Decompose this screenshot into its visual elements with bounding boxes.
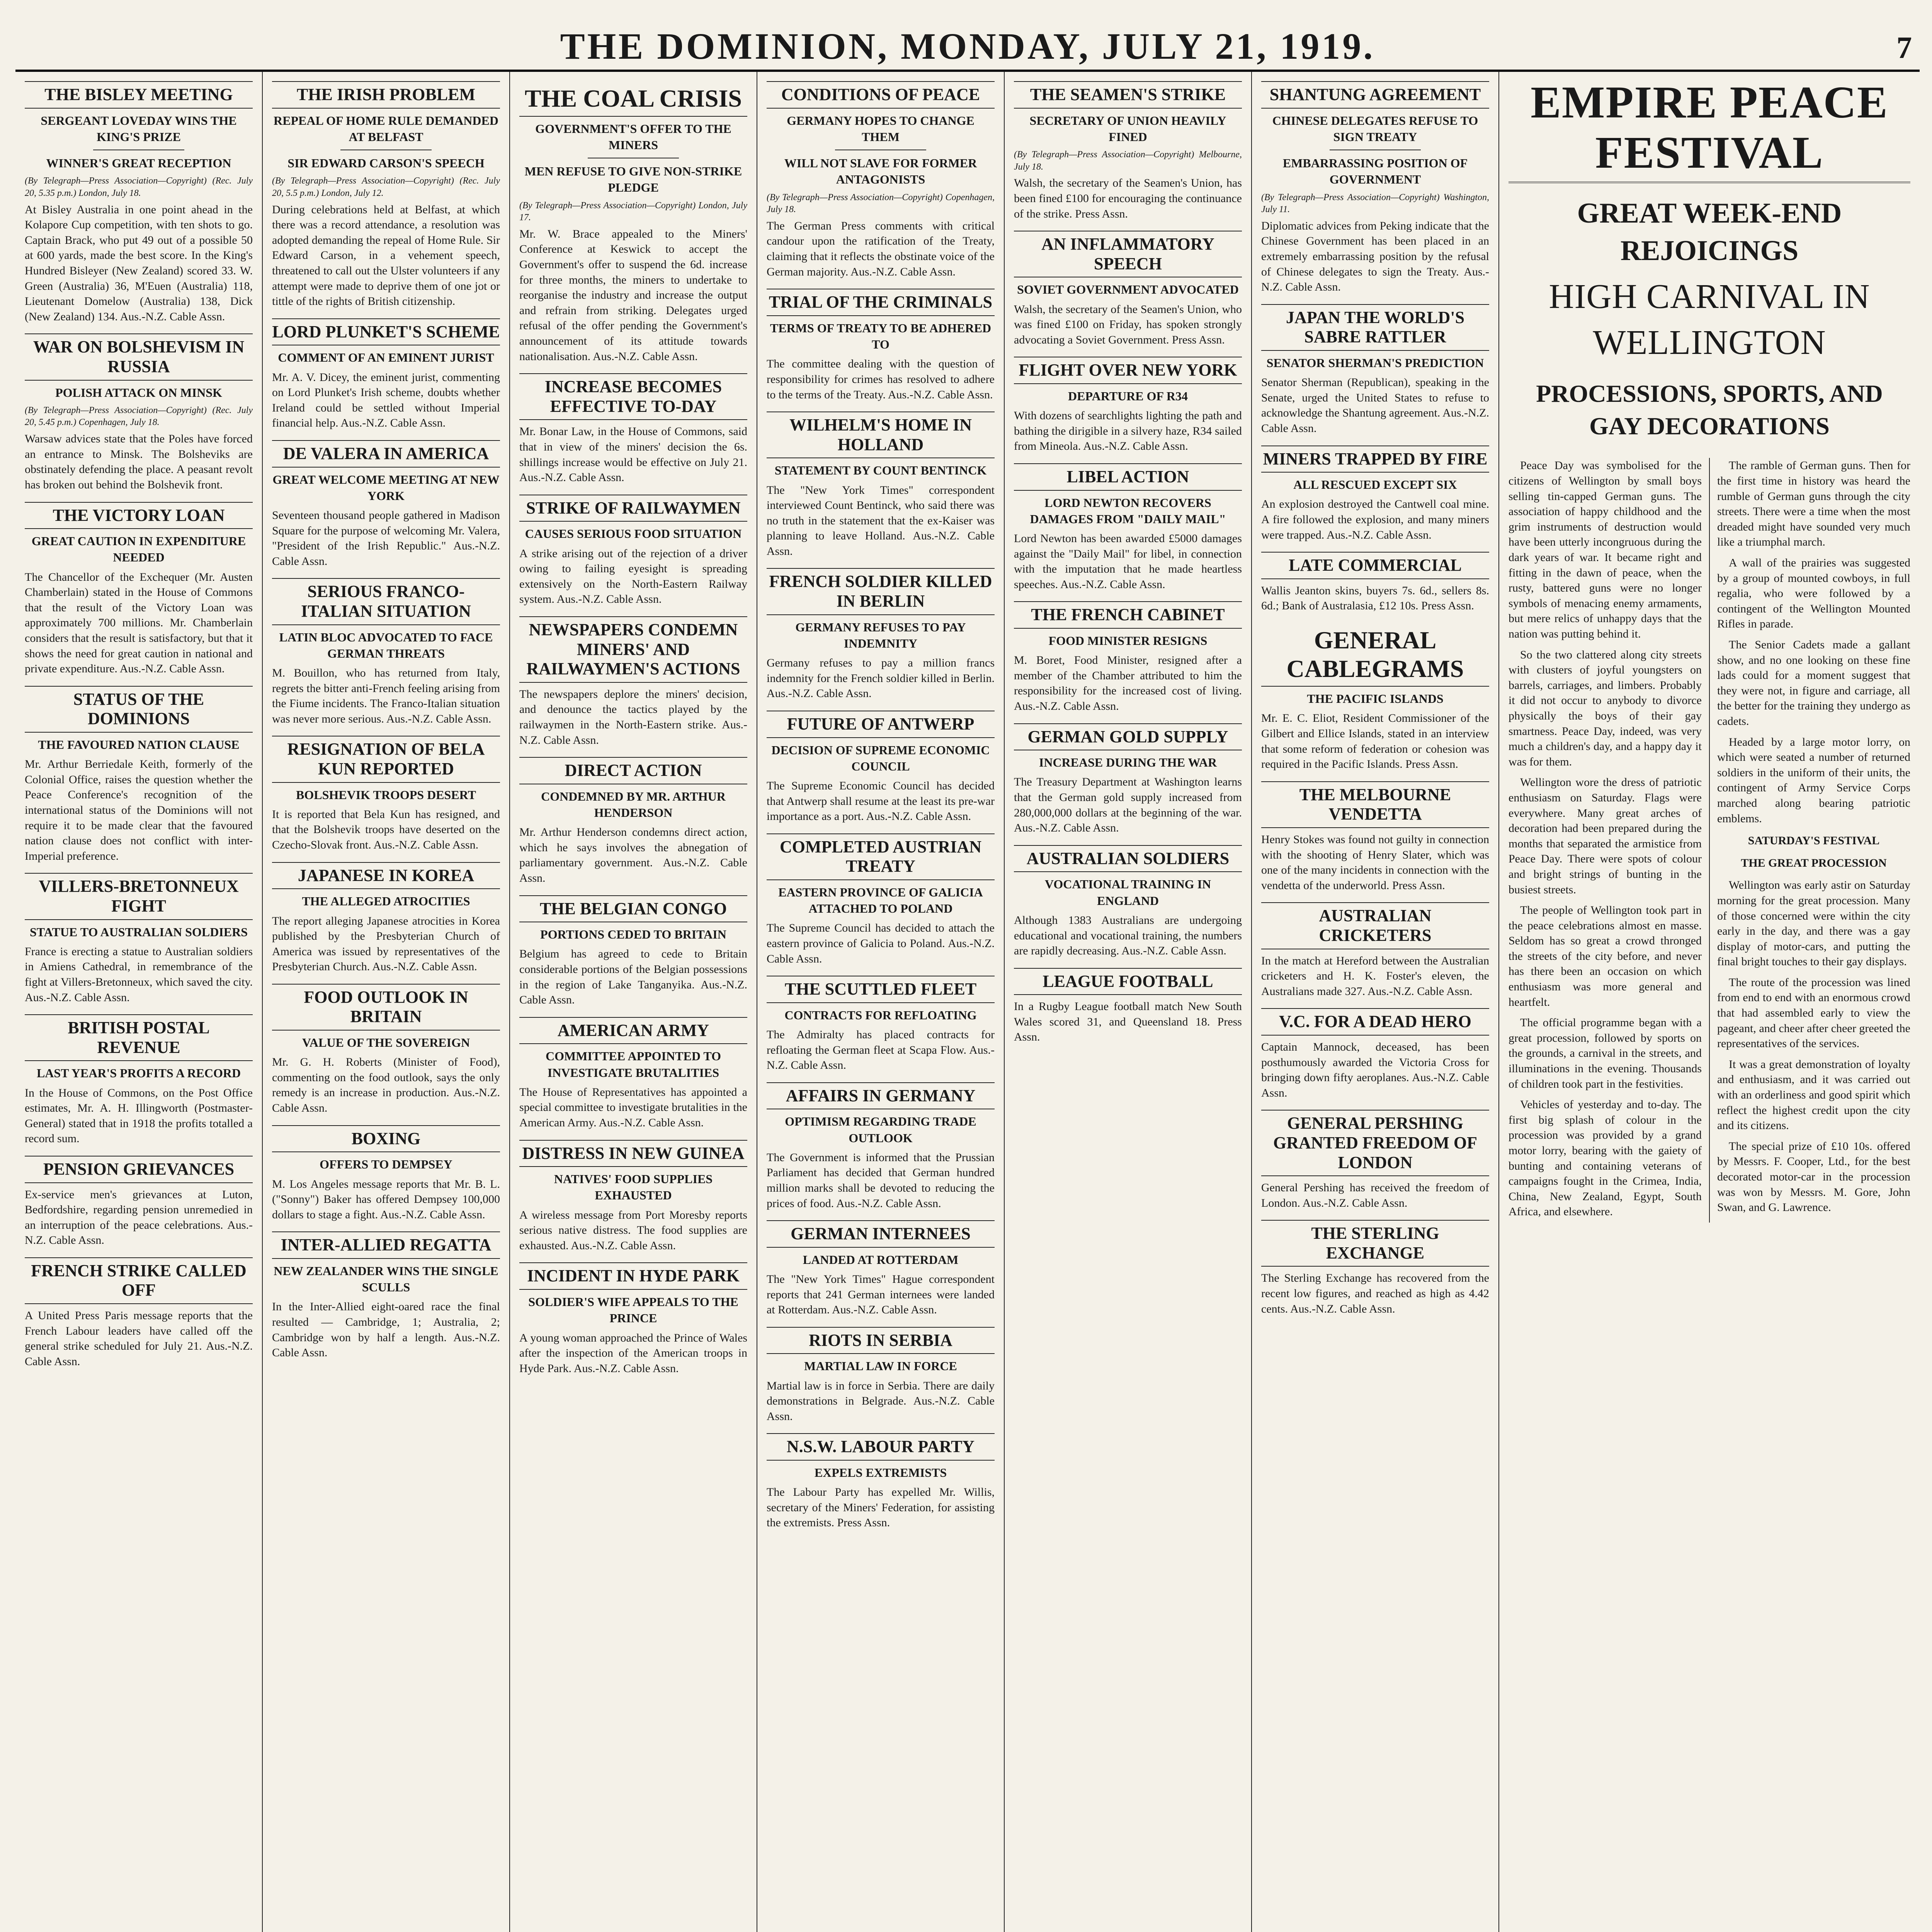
news-article [1014, 601, 1242, 714]
article-body: In the match at Hereford between the Australian cricketers and H. K. Foster's eleven, the Australians made 327. Aus.-N.Z. Cable Assn. [1261, 954, 1489, 998]
article-subhead: ALL RESCUED EXCEPT SIX [1293, 478, 1457, 492]
article-subhead: VOCATIONAL TRAINING IN ENGLAND [1044, 877, 1211, 908]
article-headline: TRIAL OF THE CRIMINALS [767, 289, 995, 316]
article-body: Mr. Arthur Henderson condemns direct action, which he says involves the abnegation of parliamentary government. Aus.-N.Z. Cable Assn. [519, 826, 747, 884]
article-body: Although 1383 Australians are undergoing educational and vocational training, the numbers are rapidly decreasing. Aus.-N.Z. Cable Assn. [1014, 913, 1242, 957]
article-headline: AUSTRALIAN CRICKETERS [1261, 902, 1489, 949]
news-article [1014, 723, 1242, 836]
article-headline: THE FRENCH CABINET [1014, 601, 1242, 629]
article-body: Diplomatic advices from Peking indicate that the Chinese Government has been placed in an extremely embarrassing position by the refusal of Chinese delegates to sign the Treaty. Aus.-N.Z. Cable Assn. [1261, 219, 1489, 294]
article-body: Belgium has agreed to cede to Britain considerable portions of the Belgian possessions in the region of Lake Tanganyika. Aus.-N.Z. Cable Assn. [519, 947, 747, 1007]
news-article [519, 81, 747, 364]
masthead-title: THE DOMINION, MONDAY, JULY 21, 1919. [560, 26, 1375, 67]
article-subhead: GREAT CAUTION IN EXPENDITURE NEEDED [31, 534, 246, 565]
news-article [1014, 845, 1242, 959]
news-article [767, 81, 995, 279]
article-headline: THE SEAMEN'S STRIKE [1014, 81, 1242, 109]
article-headline: STATUS OF THE DOMINIONS [25, 686, 253, 733]
article-headline: FLIGHT OVER NEW YORK [1014, 357, 1242, 384]
article-headline: RIOTS IN SERBIA [767, 1327, 995, 1354]
news-article [25, 81, 253, 324]
article-body: Senator Sherman (Republican), speaking in the Senate, urged the United States to refuse to acknowledge the Shantung agreement. Aus.-N.Z. Cable Assn. [1261, 376, 1489, 435]
news-article [25, 1156, 253, 1248]
article-body: Mr. Bonar Law, in the House of Commons, said that in view of the miners' decision the 6s. shillings increase would be effective on July 21. Aus.-N.Z. Cable Assn. [519, 425, 747, 484]
article-body: The Admiralty has placed contracts for refloating the German fleet at Scapa Flow. Aus.-N.Z. Cable Assn. [767, 1028, 995, 1072]
news-article [1014, 81, 1242, 221]
article-subhead: STATEMENT BY COUNT BENTINCK [774, 463, 987, 478]
article-headline: GERMAN GOLD SUPPLY [1014, 723, 1242, 751]
festival-paragraph: A wall of the prairies was suggested by a group of mounted cowboys, in full regalia, who were followed by a contingent of the Wellington Mounted Rifles in parade. [1717, 556, 1910, 631]
article-subhead: CONDEMNED BY MR. ARTHUR HENDERSON [541, 789, 726, 820]
festival-paragraph: It was a great demonstration of loyalty and enthusiasm, and it was carried out with an orderliness and good spirit which reflect the highest credit upon the city and its citizens. [1717, 1058, 1910, 1132]
article-subhead: SOVIET GOVERNMENT ADVOCATED [1017, 282, 1239, 297]
article-headline: THE VICTORY LOAN [25, 502, 253, 529]
festival-paragraphs-2 [1717, 878, 1910, 1215]
article-subhead: PORTIONS CEDED TO BRITAIN [540, 927, 726, 942]
news-article [767, 1327, 995, 1424]
article-headline: BOXING [272, 1125, 500, 1153]
article-headline: PENSION GRIEVANCES [25, 1156, 253, 1183]
article-body: Mr. Arthur Berriedale Keith, formerly of the Colonial Office, raises the question whether the Peace Conference's recognition of the international status of the Dominions will not require it to be made clear that the favoured nation clause does not conflict with inter-Imperial preference. [25, 758, 253, 862]
article-headline: INCIDENT IN HYDE PARK [519, 1262, 747, 1290]
article-subhead: COMMITTEE APPOINTED TO INVESTIGATE BRUTALITIES [546, 1049, 721, 1080]
news-column [15, 72, 263, 1932]
article-headline: FOOD OUTLOOK IN BRITAIN [272, 984, 500, 1031]
article-body: Captain Mannock, deceased, has been posthumously awarded the Victoria Cross for bringing down fifty aeroplanes. Aus.-N.Z. Cable Assn. [1261, 1040, 1489, 1099]
article-headline: LEAGUE FOOTBALL [1014, 968, 1242, 995]
news-article [272, 81, 500, 309]
news-article [25, 686, 253, 864]
article-byline: (By Telegraph—Press Association—Copyright) (Rec. July 20, 5.45 p.m.) Copenhagen, July 18. [25, 405, 253, 428]
article-body: The "New York Times" Hague correspondent reports that 241 German internees were landed at Rotterdam. Aus.-N.Z. Cable Assn. [767, 1273, 995, 1316]
news-article [1261, 304, 1489, 436]
article-headline: INCREASE BECOMES EFFECTIVE TO-DAY [519, 373, 747, 420]
article-headline: INTER-ALLIED REGATTA [272, 1231, 500, 1259]
article-subhead: NATIVES' FOOD SUPPLIES EXHAUSTED [554, 1172, 713, 1202]
news-article [519, 373, 747, 485]
news-article [25, 1257, 253, 1369]
article-body: The Sterling Exchange has recovered from the recent low figures, and reached as high as 4.42 cents. Aus.-N.Z. Cable Assn. [1261, 1272, 1489, 1315]
festival-paragraph: The people of Wellington took part in the peace celebrations almost en masse. Seldom has so great a crowd thronged the streets of the city before, and never has there been an occasion on which enthusiasm was more general and heartfelt. [1509, 904, 1702, 1009]
article-subhead: WINNER'S GREAT RECEPTION [46, 156, 231, 170]
news-article [1261, 552, 1489, 614]
festival-deck-3: PROCESSIONS, SPORTS, AND GAY DECORATIONS [1536, 379, 1883, 440]
article-body: Mr. W. Brace appealed to the Miners' Conference at Keswick to accept the Government's offer to suspend the 6d. increase for three months, the miners to undertake to reorganise the industry and increase the output and refrain from striking. Delegates urged refusal of the offer pending the Government's announcement of its attitude towards nationalisation. Aus.-N.Z. Cable Assn. [519, 227, 747, 363]
article-body: A strike arising out of the rejection of a driver owing to failing eyesight is spreading extensively on the North-Eastern Railway system. Aus.-N.Z. Cable Assn. [519, 547, 747, 606]
news-article [1261, 781, 1489, 893]
article-subhead: OFFERS TO DEMPSEY [320, 1157, 452, 1172]
article-subhead: THE PACIFIC ISLANDS [1307, 692, 1444, 706]
news-article [519, 616, 747, 748]
article-body: Mr. G. H. Roberts (Minister of Food), commenting on the food outlook, says the only remedy is an increase in production. Aus.-N.Z. Cable Assn. [272, 1056, 500, 1115]
article-headline: JAPANESE IN KOREA [272, 862, 500, 889]
article-subhead: SOLDIER'S WIFE APPEALS TO THE PRINCE [528, 1295, 738, 1325]
article-headline: STRIKE OF RAILWAYMEN [519, 495, 747, 522]
article-subhead: LAST YEAR'S PROFITS A RECORD [36, 1066, 241, 1080]
article-subhead: GOVERNMENT'S OFFER TO THE MINERS [535, 121, 731, 152]
article-body: M. Bouillon, who has returned from Italy, regrets the bitter anti-French feeling arising from the Fiume incidents. The Franco-Italian situation was never more serious. Aus.-N.Z. Cable Assn. [272, 667, 500, 725]
article-byline: (By Telegraph—Press Association—Copyright) London, July 17. [519, 200, 747, 223]
article-body: The Supreme Economic Council has decided that Antwerp shall resume at the least its pre-war importance as a port. Aus.-N.Z. Cable Assn. [767, 779, 995, 823]
festival-paragraph: Peace Day was symbolised for the citizens of Wellington by small boys selling tin-capped German guns. The association of happy childhood and the grim instruments of destruction would have been utterly incongruous during the dark years of war. It became right and fitting in the dawn of peace, when the rusty, battered guns were no longer symbols of menacing enemy armaments, but mere relics of unhappy days that the nation was putting behind it. [1509, 459, 1702, 640]
article-headline: GENERAL PERSHING GRANTED FREEDOM OF LONDON [1261, 1110, 1489, 1176]
article-subhead: LANDED AT ROTTERDAM [803, 1252, 959, 1267]
article-subhead: INCREASE DURING THE WAR [1039, 755, 1217, 770]
article-body: An explosion destroyed the Cantwell coal mine. A fire followed the explosion, and many miners were trapped. Aus.-N.Z. Cable Assn. [1261, 498, 1489, 541]
article-headline: JAPAN THE WORLD'S SABRE RATTLER [1261, 304, 1489, 351]
article-subhead: CONTRACTS FOR REFLOATING [784, 1008, 977, 1022]
article-body: Mr. A. V. Dicey, the eminent jurist, commenting on Lord Plunket's Irish scheme, doubts whether Ireland could be settled without Imperial financial help. Aus.-N.Z. Cable Assn. [272, 371, 500, 430]
festival-body [1509, 458, 1910, 1223]
article-headline: AFFAIRS IN GERMANY [767, 1082, 995, 1110]
article-headline: THE MELBOURNE VENDETTA [1261, 781, 1489, 828]
article-subhead: BOLSHEVIK TROOPS DESERT [296, 787, 476, 802]
article-headline: DISTRESS IN NEW GUINEA [519, 1140, 747, 1167]
article-subhead: REPEAL OF HOME RULE DEMANDED AT BELFAST [274, 113, 498, 144]
festival-subhead: THE GREAT PROCESSION [1741, 856, 1887, 869]
news-article [1261, 623, 1489, 772]
article-subhead: LATIN BLOC ADVOCATED TO FACE GERMAN THREATS [279, 630, 493, 660]
article-byline: (By Telegraph—Press Association—Copyright) Copenhagen, July 18. [767, 192, 995, 215]
news-article [25, 502, 253, 677]
article-headline: AMERICAN ARMY [519, 1017, 747, 1044]
article-headline: DIRECT ACTION [519, 757, 747, 784]
article-headline: WAR ON BOLSHEVISM IN RUSSIA [25, 333, 253, 380]
article-body: With dozens of searchlights lighting the path and bathing the dirigible in a silvery haze, R34 sailed from Mineola. Aus.-N.Z. Cable Assn. [1014, 409, 1242, 453]
article-headline: THE SCUTTLED FLEET [767, 976, 995, 1003]
article-subhead: OPTIMISM REGARDING TRADE OUTLOOK [785, 1114, 976, 1145]
news-article [272, 440, 500, 569]
article-subhead: CAUSES SERIOUS FOOD SITUATION [525, 527, 742, 541]
festival-paragraph: The special prize of £10 10s. offered by Messrs. F. Cooper, Ltd., for the best decorated motor-car in the procession was won by Messrs. M. Gore, John Swan, and G. Lawrence. [1717, 1139, 1910, 1214]
article-subhead: NEW ZEALANDER WINS THE SINGLE SCULLS [274, 1264, 498, 1294]
article-subhead: MARTIAL LAW IN FORCE [804, 1359, 957, 1373]
article-body: The House of Representatives has appointed a special committee to investigate brutalities in the American Army. Aus.-N.Z. Cable Assn. [519, 1085, 747, 1129]
article-headline: DE VALERA IN AMERICA [272, 440, 500, 468]
news-article [272, 318, 500, 431]
news-article [519, 757, 747, 886]
news-article [767, 1433, 995, 1531]
article-headline: LIBEL ACTION [1014, 463, 1242, 491]
article-subhead: GREAT WELCOME MEETING AT NEW YORK [272, 472, 500, 503]
article-subhead: THE FAVOURED NATION CLAUSE [38, 737, 240, 752]
festival-paragraph: Wellington wore the dress of patriotic enthusiasm on Saturday. Flags were everywhere. Many great arches of decoration had been prepared during the months that separated the armistice from Peace Day. There were spots of colour and bright strings of bunting in the busiest streets. [1509, 776, 1702, 896]
article-subhead: CHINESE DELEGATES REFUSE TO SIGN TREATY [1272, 113, 1478, 144]
news-article [25, 873, 253, 1005]
article-headline: V.C. FOR A DEAD HERO [1261, 1008, 1489, 1036]
article-subhead: THE ALLEGED ATROCITIES [302, 894, 470, 908]
article-subhead: DEPARTURE OF R34 [1068, 389, 1188, 403]
festival-paragraph: Vehicles of yesterday and to-day. The first big splash of colour in the procession was provided by a grand motor lorry, bearing with the gaiety of bunting and containing veterans of campaigns fought in the Crimea, India, China, New Zealand, Egypt, South Africa, and elsewhere. [1509, 1098, 1702, 1218]
news-column [1252, 72, 1499, 1932]
article-byline: (By Telegraph—Press Association—Copyright) Washington, July 11. [1261, 192, 1489, 215]
article-headline: BRITISH POSTAL REVENUE [25, 1014, 253, 1061]
article-headline: SHANTUNG AGREEMENT [1261, 81, 1489, 109]
article-body: M. Los Angeles message reports that Mr. B. L. ("Sonny") Baker has offered Dempsey 100,000 dollars to stage a fight. Aus.-N.Z. Cable Assn. [272, 1177, 500, 1221]
article-body: In the House of Commons, on the Post Office estimates, Mr. A. H. Illingworth (Postmaster-General) stated that in 1918 the profits totalled a record sum. [25, 1086, 253, 1145]
news-article [1261, 1008, 1489, 1100]
article-body: It is reported that Bela Kun has resigned, and that the Bolshevik troops have deserted on the Czecho-Slovak front. Aus.-N.Z. Cable Assn. [272, 808, 500, 852]
article-body: In a Rugby League football match New South Wales scored 31, and Queensland 18. Press Assn. [1014, 1000, 1242, 1044]
article-body: General Pershing has received the freedom of London. Aus.-N.Z. Cable Assn. [1261, 1181, 1489, 1209]
article-subhead: MEN REFUSE TO GIVE NON-STRIKE PLEDGE [524, 164, 742, 195]
festival-paragraph: Headed by a large motor lorry, on which were seated a number of returned soldiers in the uniform of their units, the contingent of Army Service Corps marched along bearing patriotic emblems. [1717, 735, 1910, 825]
news-article [1014, 463, 1242, 592]
news-article [767, 976, 995, 1073]
news-article [272, 578, 500, 726]
article-headline: AN INFLAMMATORY SPEECH [1014, 231, 1242, 277]
article-body: The Labour Party has expelled Mr. Willis, secretary of the Miners' Federation, for assisting the extremists. Press Assn. [767, 1486, 995, 1529]
news-article [519, 1140, 747, 1253]
article-headline: LORD PLUNKET'S SCHEME [272, 318, 500, 346]
news-article [767, 289, 995, 402]
article-subhead: EASTERN PROVINCE OF GALICIA ATTACHED TO POLAND [778, 885, 983, 916]
news-column [510, 72, 757, 1932]
article-body: A young woman approached the Prince of Wales after the inspection of the American troops in Hyde Park. Aus.-N.Z. Cable Assn. [519, 1331, 747, 1375]
news-article [272, 862, 500, 975]
article-body: M. Boret, Food Minister, resigned after a member of the Chamber attributed to him the responsibility for the increased cost of living. Aus.-N.Z. Cable Assn. [1014, 654, 1242, 713]
article-body: The Supreme Council has decided to attach the eastern province of Galicia to Poland. Aus.-N.Z. Cable Assn. [767, 922, 995, 965]
article-body: A United Press Paris message reports that the French Labour leaders have called off the general strike scheduled for July 21. Aus.-N.Z. Cable Assn. [25, 1309, 253, 1368]
article-body: Germany refuses to pay a million francs indemnity for the French soldier killed in Berlin. Aus.-N.Z. Cable Assn. [767, 656, 995, 700]
festival-deck-1: GREAT WEEK-END REJOICINGS [1577, 197, 1842, 267]
article-body: The report alleging Japanese atrocities in Korea published by the Presbyterian Church of America was issued by representatives of the Presbyterian Church. Aus.-N.Z. Cable Assn. [272, 914, 500, 973]
article-body: Walsh, the secretary of the Seamen's Union, has been fined £100 for encouraging the continuance of the strike. Press Assn. [1014, 177, 1242, 220]
news-article [272, 736, 500, 852]
article-subhead: VALUE OF THE SOVEREIGN [302, 1036, 470, 1050]
article-subhead: SENATOR SHERMAN'S PREDICTION [1266, 356, 1484, 370]
festival-paragraph: The route of the procession was lined from end to end with an enormous crowd that had assembled early to view the pageant, and cheer after cheer greeted the representatives of the services. [1717, 976, 1910, 1050]
article-body: The "New York Times" correspondent interviewed Count Bentinck, who said there was no truth in the statement that the ex-Kaiser was planning to leave Holland. Aus.-N.Z. Cable Assn. [767, 483, 995, 558]
news-article [767, 568, 995, 701]
masthead [15, 15, 1920, 72]
news-article [519, 1017, 747, 1131]
news-article [1014, 231, 1242, 347]
article-headline: THE IRISH PROBLEM [272, 81, 500, 109]
article-headline: WILHELM'S HOME IN HOLLAND [767, 412, 995, 458]
news-column [263, 72, 510, 1932]
article-headline: N.S.W. LABOUR PARTY [767, 1433, 995, 1461]
article-body: The newspapers deplore the miners' decision, and denounce the tactics played by the railwaymen in the North-Eastern strike. Aus.-N.Z. Cable Assn. [519, 687, 747, 747]
article-body: Ex-service men's grievances at Luton, Bedfordshire, regarding pension unremedied in an interruption of the peace celebrations. Aus.-N.Z. Cable Assn. [25, 1188, 253, 1247]
news-article [519, 1262, 747, 1376]
article-body: The Government is informed that the Prussian Parliament has decided that German hundred million marks shall be devoted to reducing the prices of food. Aus.-N.Z. Cable Assn. [767, 1151, 995, 1210]
article-subhead: SIR EDWARD CARSON'S SPEECH [287, 156, 485, 170]
article-body: The German Press comments with critical candour upon the ratification of the Treaty, claiming that it reflects the obstinate voice of the German majority. Aus.-N.Z. Cable Assn. [767, 219, 995, 278]
article-body: Walsh, the secretary of the Seamen's Union, who was fined £100 on Friday, has spoken strongly advocating a Soviet Government. Press Assn. [1014, 303, 1242, 346]
article-byline: (By Telegraph—Press Association—Copyright) (Rec. July 20, 5.35 p.m.) London, July 18. [25, 176, 253, 198]
news-article [272, 1231, 500, 1360]
article-subhead: WILL NOT SLAVE FOR FORMER ANTAGONISTS [784, 156, 977, 187]
article-headline: THE BISLEY MEETING [25, 81, 253, 109]
festival-banner: EMPIRE PEACE FESTIVAL [1509, 77, 1910, 183]
news-article [25, 1014, 253, 1146]
article-headline: NEWSPAPERS CONDEMN MINERS' AND RAILWAYMEN'S ACTIONS [519, 616, 747, 683]
festival-paragraph: So the two clattered along city streets with clusters of joyful youngsters on barrels, carriages, and limbers. Probably it did not occur to anybody to divorce physically the boys of their gay smartness. Peace Day, indeed, was very much a children's day, and a happy day it was for them. [1509, 648, 1702, 768]
article-headline: THE BELGIAN CONGO [519, 895, 747, 923]
news-article [1261, 81, 1489, 295]
news-article [272, 1125, 500, 1223]
festival-paragraph: The Senior Cadets made a gallant show, and no one looking on these fine lads could for a moment suggest that they were not, in figure and carriage, all the better for the training they undergo as cadets. [1717, 638, 1910, 728]
article-body: Warsaw advices state that the Poles have forced an entrance to Minsk. The Bolsheviks are obstinately defending the place. A peasant revolt has broken out behind the Bolshevik front. [25, 432, 253, 491]
article-body: The Treasury Department at Washington learns that the German gold supply increased from 280,000,000 dollars at the beginning of the war. Aus.-N.Z. Cable Assn. [1014, 776, 1242, 835]
article-body: Martial law is in force in Serbia. There are daily demonstrations in Belgrade. Aus.-N.Z. Cable Assn. [767, 1379, 995, 1423]
article-headline: MINERS TRAPPED BY FIRE [1261, 446, 1489, 473]
article-body: Mr. E. C. Eliot, Resident Commissioner of the Gilbert and Ellice Islands, stated in an interview that some reform of federation or cohesion was required in the Pacific Islands. Press Assn. [1261, 712, 1489, 771]
article-subhead: DECISION OF SUPREME ECONOMIC COUNCIL [771, 743, 990, 773]
article-subhead: FOOD MINISTER RESIGNS [1048, 634, 1208, 648]
article-body: Henry Stokes was found not guilty in connection with the shooting of Henry Slater, which was one of the many incidents in connection with the vendetta of the underworld. Press Assn. [1261, 833, 1489, 892]
article-headline: LATE COMMERCIAL [1261, 552, 1489, 579]
article-byline: (By Telegraph—Press Association—Copyright) Melbourne, July 18. [1014, 150, 1242, 172]
news-article [25, 333, 253, 492]
article-headline: GERMAN INTERNEES [767, 1220, 995, 1248]
columns [15, 72, 1920, 1932]
page-number: 7 [1896, 31, 1912, 65]
newspaper-page [15, 15, 1920, 1932]
news-column [757, 72, 1005, 1932]
article-subhead: TERMS OF TREATY TO BE ADHERED TO [770, 321, 992, 352]
article-headline: FRENCH SOLDIER KILLED IN BERLIN [767, 568, 995, 615]
article-body: At Bisley Australia in one point ahead in the Kolapore Cup competition, with ten shots to go. Captain Brack, who put 49 out of a possible 50 at 600 yards, made the best score. In the King's Hundred Bisleyer (New Zealand) scored 33. W. Green (Australia) 36, M'Euen (Australia) 118, Lieutenant Domelow (Australia) 138, Dick (New Zealand) 134. Aus.-N.Z. Cable Assn. [25, 203, 253, 323]
article-subhead: POLISH ATTACK ON MINSK [55, 385, 222, 400]
article-body: During celebrations held at Belfast, at which there was a record attendance, a resolution was adopted demanding the repeal of Home Rule. Sir Edward Carson, in a vehement speech, threatened to call out the Ulster volunteers if any attempt were made to deprive them of one jot or tittle of the rights of British citizenship. [272, 203, 500, 308]
article-subhead: EXPELS EXTREMISTS [814, 1466, 947, 1480]
article-subhead: EMBARRASSING POSITION OF GOVERNMENT [1282, 156, 1468, 187]
article-headline: CONDITIONS OF PEACE [767, 81, 995, 109]
article-subhead: LORD NEWTON RECOVERS DAMAGES FROM "DAILY MAIL" [1030, 495, 1226, 526]
news-article [767, 833, 995, 966]
news-article [1261, 902, 1489, 999]
article-body: France is erecting a statue to Australian soldiers in Amiens Cathedral, in remembrance of the fight at Villers-Bretonneux, which saved the city. Aus.-N.Z. Cable Assn. [25, 945, 253, 1004]
article-byline: (By Telegraph—Press Association—Copyright) (Rec. July 20, 5.5 p.m.) London, July 12. [272, 176, 500, 198]
article-body: The committee dealing with the question of responsibility for crimes has resolved to adhere to the terms of the Treaty. Aus.-N.Z. Cable Assn. [767, 357, 995, 401]
news-article [1014, 968, 1242, 1045]
festival-paragraph: The ramble of German guns. Then for the first time in history was heard the rumble of German guns through the city streets. There were a time when the most dreaded might have sounded very much like a triumphal march. [1717, 459, 1910, 549]
article-subhead: SECRETARY OF UNION HEAVILY FINED [1029, 113, 1226, 144]
article-body: Seventeen thousand people gathered in Madison Square for the purpose of welcoming Mr. Valera, "President of the Irish Republic." Aus.-N.Z. Cable Assn. [272, 509, 500, 568]
article-headline: GENERAL CABLEGRAMS [1261, 623, 1489, 687]
news-article [767, 1082, 995, 1211]
article-headline: AUSTRALIAN SOLDIERS [1014, 845, 1242, 872]
news-article [272, 984, 500, 1116]
article-subhead: COMMENT OF AN EMINENT JURIST [278, 350, 494, 365]
article-body: The Chancellor of the Exchequer (Mr. Austen Chamberlain) stated in the House of Commons that the result of the Victory Loan was approximately 700 millions. Mr. Chamberlain considers that the result is satisfactory, but that it shows the need for great caution in national and private expenditure. Aus.-N.Z. Cable Assn. [25, 570, 253, 675]
article-headline: RESIGNATION OF BELA KUN REPORTED [272, 736, 500, 782]
news-column [1005, 72, 1252, 1932]
article-headline: SERIOUS FRANCO-ITALIAN SITUATION [272, 578, 500, 625]
article-body: A wireless message from Port Moresby reports serious native distress. The food supplies are exhausted. Aus.-N.Z. Cable Assn. [519, 1208, 747, 1252]
festival-subhead: SATURDAY'S FESTIVAL [1748, 834, 1880, 847]
news-article [767, 412, 995, 559]
article-body: Lord Newton has been awarded £5000 damages against the "Daily Mail" for libel, in connection with the imputation that he made heartless speeches. Aus.-N.Z. Cable Assn. [1014, 532, 1242, 591]
article-subhead: STATUE TO AUSTRALIAN SOLDIERS [29, 925, 248, 939]
article-subhead: SERGEANT LOVEDAY WINS THE KING'S PRIZE [41, 113, 237, 144]
article-headline: FRENCH STRIKE CALLED OFF [25, 1257, 253, 1304]
news-article [519, 895, 747, 1008]
article-subhead: GERMANY HOPES TO CHANGE THEM [787, 113, 975, 144]
article-body: In the Inter-Allied eight-oared race the final resulted — Cambridge, 1; Australia, 2; Cambridge won by half a length. Aus.-N.Z. Cable Assn. [272, 1300, 500, 1359]
news-article [1261, 1220, 1489, 1316]
article-headline: COMPLETED AUSTRIAN TREATY [767, 833, 995, 880]
news-article [1261, 446, 1489, 543]
article-headline: THE COAL CRISIS [519, 81, 747, 117]
article-headline: VILLERS-BRETONNEUX FIGHT [25, 873, 253, 920]
news-article [1261, 1110, 1489, 1211]
news-article [519, 495, 747, 607]
news-article [767, 711, 995, 824]
article-headline: THE STERLING EXCHANGE [1261, 1220, 1489, 1267]
festival-paragraph: The official programme began with a great procession, followed by sports on the grounds, a carnival in the streets, and illuminations in the evening. Thousands of children took part in the festivities. [1509, 1016, 1702, 1090]
article-subhead: GERMANY REFUSES TO PAY INDEMNITY [795, 620, 966, 650]
news-article [1014, 357, 1242, 454]
article-body: Wallis Jeanton skins, buyers 7s. 6d., sellers 8s. 6d.; Bank of Australasia, £12 10s. Press Assn. [1261, 584, 1489, 612]
festival-deck-2: HIGH CARNIVAL IN WELLINGTON [1549, 277, 1870, 362]
news-article [767, 1220, 995, 1318]
article-headline: FUTURE OF ANTWERP [767, 711, 995, 738]
festival-article [1499, 72, 1920, 1932]
festival-paragraph: Wellington was early astir on Saturday morning for the great procession. Many of those concerned were within the city early in the day, and there was a gay display of motor-cars, and putting the final bright touches to their gay displays. [1717, 879, 1910, 968]
